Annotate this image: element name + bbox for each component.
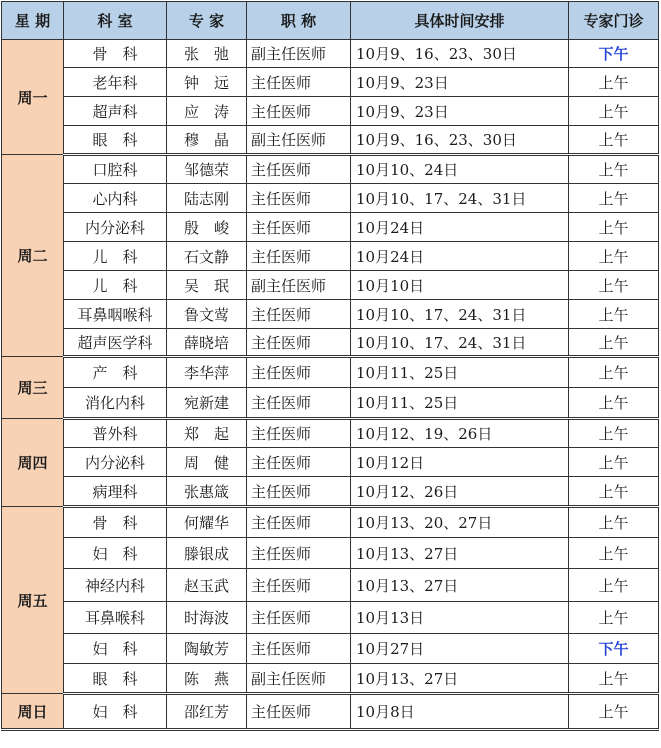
session-cell: 上午 [569, 126, 659, 155]
session-cell: 上午 [569, 68, 659, 97]
expert-cell: 邵红芳 [167, 694, 247, 730]
schedule-dates-cell: 10月13、27日 [351, 569, 569, 602]
schedule-body [2, 40, 659, 730]
department-cell: 产 科 [64, 357, 167, 388]
table-row [2, 40, 659, 68]
expert-cell: 滕银成 [167, 538, 247, 569]
department-cell: 妇 科 [64, 694, 167, 730]
title-cell: 主任医师 [247, 97, 351, 126]
schedule-dates-cell: 10月13、27日 [351, 664, 569, 694]
weekday-cell: 周一 [2, 40, 64, 155]
session-cell: 上午 [569, 507, 659, 538]
title-cell: 副主任医师 [247, 664, 351, 694]
session-cell: 上午 [569, 419, 659, 448]
session-cell: 下午 [569, 634, 659, 664]
table-row [2, 329, 659, 357]
table-row [2, 184, 659, 213]
table-row [2, 569, 659, 602]
expert-cell: 宛新建 [167, 388, 247, 419]
schedule-dates-cell: 10月8日 [351, 694, 569, 730]
title-cell: 主任医师 [247, 634, 351, 664]
title-cell: 主任医师 [247, 507, 351, 538]
title-cell: 主任医师 [247, 329, 351, 357]
header-expert: 专 家 [167, 2, 247, 40]
schedule-dates-cell: 10月10、17、24、31日 [351, 329, 569, 357]
expert-cell: 石文静 [167, 242, 247, 271]
expert-cell: 时海波 [167, 602, 247, 634]
table-row [2, 300, 659, 329]
title-cell: 主任医师 [247, 694, 351, 730]
expert-cell: 周 健 [167, 448, 247, 477]
session-cell: 上午 [569, 538, 659, 569]
title-cell: 主任医师 [247, 569, 351, 602]
table-row [2, 155, 659, 184]
schedule-dates-cell: 10月10、17、24、31日 [351, 184, 569, 213]
title-cell: 主任医师 [247, 388, 351, 419]
title-cell: 主任医师 [247, 300, 351, 329]
department-cell: 骨 科 [64, 507, 167, 538]
department-cell: 神经内科 [64, 569, 167, 602]
expert-cell: 钟 远 [167, 68, 247, 97]
schedule-dates-cell: 10月10日 [351, 271, 569, 300]
table-row [2, 126, 659, 155]
expert-cell: 邹德荣 [167, 155, 247, 184]
session-cell: 上午 [569, 242, 659, 271]
expert-cell: 殷 峻 [167, 213, 247, 242]
schedule-dates-cell: 10月27日 [351, 634, 569, 664]
department-cell: 儿 科 [64, 271, 167, 300]
department-cell: 眼 科 [64, 126, 167, 155]
department-cell: 儿 科 [64, 242, 167, 271]
schedule-table [1, 1, 659, 731]
table-row [2, 242, 659, 271]
weekday-cell: 周三 [2, 357, 64, 419]
expert-cell: 张 弛 [167, 40, 247, 68]
expert-cell: 张惠箴 [167, 477, 247, 507]
schedule-dates-cell: 10月11、25日 [351, 357, 569, 388]
table-row [2, 507, 659, 538]
session-cell: 上午 [569, 155, 659, 184]
department-cell: 消化内科 [64, 388, 167, 419]
session-cell: 上午 [569, 184, 659, 213]
schedule-dates-cell: 10月12、19、26日 [351, 419, 569, 448]
expert-cell: 薛晓培 [167, 329, 247, 357]
department-cell: 眼 科 [64, 664, 167, 694]
schedule-dates-cell: 10月13、27日 [351, 538, 569, 569]
session-cell: 上午 [569, 213, 659, 242]
table-row [2, 664, 659, 694]
header-title: 职 称 [247, 2, 351, 40]
table-row [2, 388, 659, 419]
table-row [2, 477, 659, 507]
department-cell: 普外科 [64, 419, 167, 448]
session-cell: 上午 [569, 694, 659, 730]
header-weekday: 星 期 [2, 2, 64, 40]
schedule-dates-cell: 10月10、24日 [351, 155, 569, 184]
header-clinic-session: 专家门诊 [569, 2, 659, 40]
title-cell: 主任医师 [247, 357, 351, 388]
expert-cell: 何耀华 [167, 507, 247, 538]
title-cell: 主任医师 [247, 538, 351, 569]
expert-cell: 郑 起 [167, 419, 247, 448]
session-cell: 上午 [569, 97, 659, 126]
session-cell: 上午 [569, 602, 659, 634]
schedule-dates-cell: 10月13日 [351, 602, 569, 634]
title-cell: 主任医师 [247, 448, 351, 477]
title-cell: 主任医师 [247, 213, 351, 242]
title-cell: 主任医师 [247, 477, 351, 507]
expert-cell: 赵玉武 [167, 569, 247, 602]
weekday-cell: 周日 [2, 694, 64, 730]
table-row [2, 97, 659, 126]
department-cell: 妇 科 [64, 538, 167, 569]
session-cell: 下午 [569, 40, 659, 68]
table-row [2, 448, 659, 477]
table-row [2, 538, 659, 569]
schedule-dates-cell: 10月12、26日 [351, 477, 569, 507]
title-cell: 主任医师 [247, 184, 351, 213]
title-cell: 副主任医师 [247, 126, 351, 155]
department-cell: 病理科 [64, 477, 167, 507]
expert-cell: 陶敏芳 [167, 634, 247, 664]
table-row [2, 68, 659, 97]
header-row [2, 2, 659, 40]
title-cell: 副主任医师 [247, 271, 351, 300]
department-cell: 骨 科 [64, 40, 167, 68]
department-cell: 老年科 [64, 68, 167, 97]
expert-cell: 穆 晶 [167, 126, 247, 155]
department-cell: 妇 科 [64, 634, 167, 664]
department-cell: 心内科 [64, 184, 167, 213]
schedule-dates-cell: 10月10、17、24、31日 [351, 300, 569, 329]
session-cell: 上午 [569, 477, 659, 507]
table-row [2, 419, 659, 448]
session-cell: 上午 [569, 357, 659, 388]
schedule-dates-cell: 10月9、23日 [351, 97, 569, 126]
header-department: 科 室 [64, 2, 167, 40]
title-cell: 主任医师 [247, 419, 351, 448]
expert-cell: 应 涛 [167, 97, 247, 126]
title-cell: 主任医师 [247, 602, 351, 634]
expert-cell: 李华萍 [167, 357, 247, 388]
schedule-dates-cell: 10月9、16、23、30日 [351, 40, 569, 68]
expert-cell: 吴 珉 [167, 271, 247, 300]
department-cell: 内分泌科 [64, 213, 167, 242]
table-row [2, 602, 659, 634]
department-cell: 内分泌科 [64, 448, 167, 477]
schedule-dates-cell: 10月12日 [351, 448, 569, 477]
schedule-dates-cell: 10月24日 [351, 242, 569, 271]
session-cell: 上午 [569, 329, 659, 357]
table-row [2, 213, 659, 242]
title-cell: 主任医师 [247, 68, 351, 97]
session-cell: 上午 [569, 448, 659, 477]
expert-cell: 陆志刚 [167, 184, 247, 213]
department-cell: 口腔科 [64, 155, 167, 184]
title-cell: 副主任医师 [247, 40, 351, 68]
table-row [2, 271, 659, 300]
session-cell: 上午 [569, 664, 659, 694]
table-row [2, 634, 659, 664]
session-cell: 上午 [569, 271, 659, 300]
expert-cell: 陈 燕 [167, 664, 247, 694]
department-cell: 耳鼻喉科 [64, 602, 167, 634]
title-cell: 主任医师 [247, 242, 351, 271]
department-cell: 超声科 [64, 97, 167, 126]
session-cell: 上午 [569, 300, 659, 329]
department-cell: 超声医学科 [64, 329, 167, 357]
table-row [2, 694, 659, 730]
schedule-dates-cell: 10月9、16、23、30日 [351, 126, 569, 155]
schedule-dates-cell: 10月24日 [351, 213, 569, 242]
session-cell: 上午 [569, 569, 659, 602]
schedule-dates-cell: 10月11、25日 [351, 388, 569, 419]
weekday-cell: 周五 [2, 507, 64, 694]
header-schedule: 具体时间安排 [351, 2, 569, 40]
table-row [2, 357, 659, 388]
session-cell: 上午 [569, 388, 659, 419]
expert-cell: 鲁文莺 [167, 300, 247, 329]
department-cell: 耳鼻咽喉科 [64, 300, 167, 329]
weekday-cell: 周四 [2, 419, 64, 507]
title-cell: 主任医师 [247, 155, 351, 184]
schedule-dates-cell: 10月9、23日 [351, 68, 569, 97]
schedule-dates-cell: 10月13、20、27日 [351, 507, 569, 538]
weekday-cell: 周二 [2, 155, 64, 357]
